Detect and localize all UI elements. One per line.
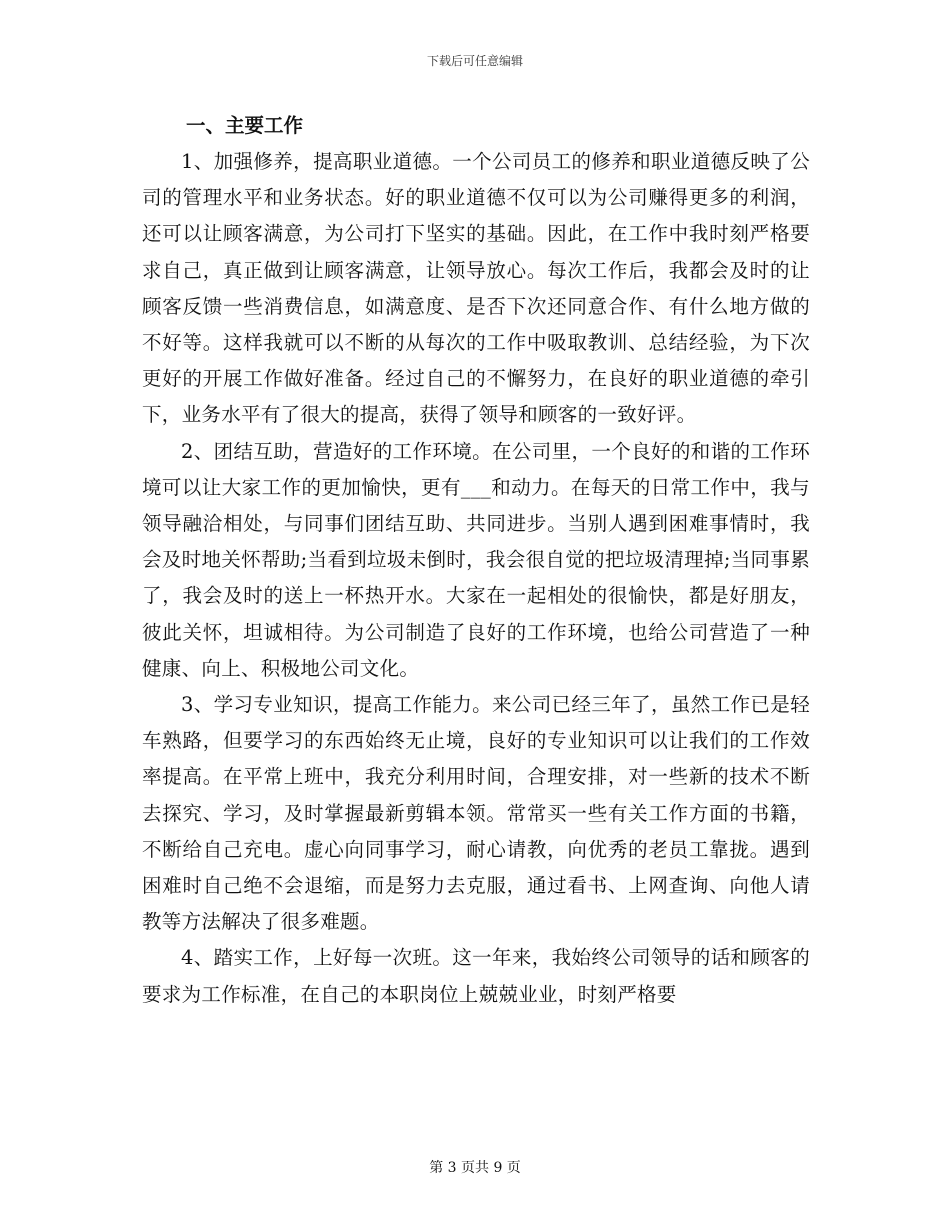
paragraph-1: 1、加强修养，提高职业道德。一个公司员工的修养和职业道德反映了公司的管理水平和业务状态。好的职业道德不仅可以为公司赚得更多的利润，还可以让顾客满意，为公司打下坚实的基础。因此，在工作中我时刻严格要求自己，真正做到让顾客满意，让领导放心。每次工作后，我都会及时的让顾客反馈一些消费信息，如满意度、是否下次还同意合作、有什么地方做的不好等。这样我就可以不断的从每次的工作中吸取教训、总结经验，为下次更好的开展工作做好准备。经过自己的不懈努力，在良好的职业道德的牵引下，业务水平有了很大的提高，获得了领导和顾客的一致好评。 (142, 150, 810, 427)
section-heading: 一、主要工作 (186, 114, 304, 137)
page-header: 下载后可任意编辑 (426, 54, 523, 68)
paragraph-4: 4、踏实工作，上好每一次班。这一年来，我始终公司领导的话和顾客的要求为工作标准，在自己的本职岗位上兢兢业业，时刻严格要 (142, 946, 810, 1006)
document-body (142, 108, 810, 1013)
paragraph-3: 3、学习专业知识，提高工作能力。来公司已经三年了，虽然工作已是轻车熟路，但要学习的东西始终无止境，良好的专业知识可以让我们的工作效率提高。在平常上班中，我充分利用时间，合理安排，对一些新的技术不断去探究、学习，及时掌握最新剪辑本领。常常买一些有关工作方面的书籍，不断给自己充电。虚心向同事学习，耐心请教，向优秀的老员工靠拢。遇到困难时自己绝不会退缩，而是努力去克服，通过看书、上网查询、向他人请教等方法解决了很多难题。 (142, 693, 810, 934)
paragraph-2: 2、团结互助，营造好的工作环境。在公司里，一个良好的和谐的工作环境可以让大家工作的更加愉快，更有___和动力。在每天的日常工作中，我与领导融洽相处，与同事们团结互助、共同进步。当别人遇到困难事情时，我会及时地关怀帮助;当看到垃圾未倒时，我会很自觉的把垃圾清理掉;当同事累了，我会及时的送上一杯热开水。大家在一起相处的很愉快，都是好朋友，彼此关怀，坦诚相待。为公司制造了良好的工作环境，也给公司营造了一种健康、向上、积极地公司文化。 (142, 439, 810, 680)
page-number: 第 3 页共 9 页 (429, 1160, 521, 1176)
